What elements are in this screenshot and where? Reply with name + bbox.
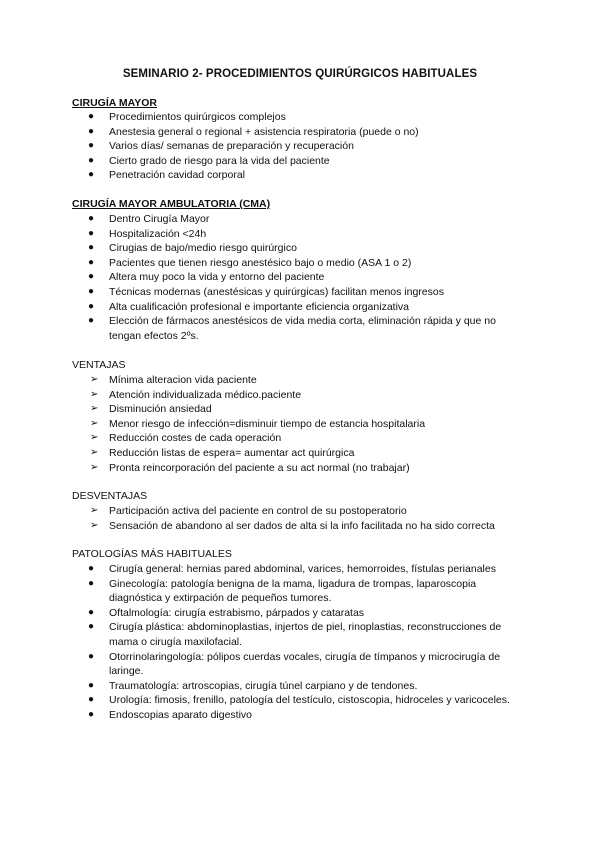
bullet-icon: ● [88,300,95,312]
bullet-icon: ● [88,708,95,720]
list-item: ● Cirugía plástica: abdominoplastias, injertos de piel, rinoplastias, reconstrucciones de mama o cirugía maxilofacial. [88,621,502,648]
list-item: ● Anestesia general o regional + asistencia respiratoria (puede o no) [88,125,419,138]
list-cma [0,212,600,343]
bullet-icon: ● [88,694,95,706]
bullet-icon: ● [88,242,95,254]
arrow-icon: ➢ [90,403,99,415]
bullet-icon: ● [88,271,95,283]
bullet-icon: ● [88,140,95,152]
list-item: ● Alta cualificación profesional e importante eficiencia organizativa [88,300,409,313]
list-item: ● Ginecología: patología benigna de la mama, ligadura de trompas, laparoscopia diagnóstica y extirpación de pequeños tumores. [88,577,477,605]
section-heading-patologias: PATOLOGÍAS MÁS HABITUALES [72,548,232,560]
list-item: ● Procedimientos quirúrgicos complejos [88,111,286,123]
bullet-icon: ● [88,563,95,574]
bullet-icon: ● [88,111,95,122]
arrow-icon: ➢ [90,446,99,458]
list-item: ● Urología: fimosis, frenillo, patología del testículo, cistoscopia, hidroceles y varicoceles. [88,694,510,707]
list-item: ● Otorrinolaringología: pólipos cuerdas vocales, cirugía de tímpanos y microcirugía de laringe. [88,650,501,678]
bullet-icon: ● [88,213,95,224]
list-item: ➢ Pronta reincorporación del paciente a su act normal (no trabajar) [90,461,410,474]
arrow-icon: ➢ [90,432,99,444]
bullet-icon: ● [88,169,95,181]
list-item: ● Cirugias de bajo/medio riesgo quirúrgico [88,242,297,255]
list-item: ➢ Reducción listas de espera= aumentar act quirúrgica [90,446,355,459]
list-item: ● Técnicas modernas (anestésicas y quirúrgicas) facilitan menos ingresos [88,285,444,298]
list-item: ➢ Reducción costes de cada operación [90,432,282,445]
list-cirugia-mayor [0,110,600,183]
list-ventajas [0,373,600,475]
list-item: ➢ Mínima alteracion vida paciente [90,374,257,386]
bullet-icon: ● [88,285,95,297]
list-item: ● Cirugía general: hernias pared abdominal, varices, hemorroides, fístulas perianales [88,563,496,575]
list-item: ➢ Menor riesgo de infección=disminuir tiempo de estancia hospitalaria [90,417,426,430]
bullet-icon: ● [88,154,95,166]
list-item: ➢ Atención individualizada médico.paciente [90,388,302,401]
arrow-icon: ➢ [90,461,99,473]
list-item: ● Altera muy poco la vida y entorno del paciente [88,271,325,284]
list-item: ➢ Sensación de abandono al ser dados de alta si la info facilitada no ha sido correcta [90,519,495,532]
arrow-icon: ➢ [90,388,99,400]
bullet-icon: ● [88,125,95,137]
bullet-icon: ● [88,227,95,239]
arrow-icon: ➢ [90,505,99,516]
arrow-icon: ➢ [90,417,99,429]
list-item: ● Pacientes que tienen riesgo anestésico bajo o medio (ASA 1 o 2) [88,256,412,269]
list-item: ● Endoscopias aparato digestivo [88,708,253,721]
list-item: ● Dentro Cirugía Mayor [88,213,210,225]
section-heading-ventajas: VENTAJAS [72,359,126,371]
list-item: ● Varios días/ semanas de preparación y recuperación [88,140,354,153]
bullet-icon: ● [88,256,95,268]
bullet-icon: ● [88,315,95,327]
list-item: ● Cierto grado de riesgo para la vida del paciente [88,154,330,167]
section-heading-cirugia-mayor: CIRUGÍA MAYOR [72,97,157,109]
section-heading-desventajas: DESVENTAJAS [72,490,148,502]
list-item: ● Penetración cavidad corporal [88,169,245,182]
list-patologias [0,562,600,723]
bullet-icon: ● [88,679,95,691]
section-heading-cma: CIRUGÍA MAYOR AMBULATORIA (CMA) [72,198,271,210]
list-item: ● Oftalmología: cirugía estrabismo, párpados y cataratas [88,606,365,619]
bullet-icon: ● [88,577,95,589]
bullet-icon: ● [88,606,95,618]
arrow-icon: ➢ [90,374,99,385]
bullet-icon: ● [88,621,95,633]
list-desventajas [0,504,600,533]
list-item: ● Traumatología: artroscopias, cirugía túnel carpiano y de tendones. [88,679,418,692]
page-title: SEMINARIO 2- PROCEDIMIENTOS QUIRÚRGICOS HABITUALES [122,68,478,80]
list-item: ➢ Participación activa del paciente en control de su postoperatorio [90,505,407,517]
bullet-icon: ● [88,650,95,662]
list-item: ➢ Disminución ansiedad [90,403,212,416]
list-item: ● Hospitalización <24h [88,227,207,240]
list-item: ● Elección de fármacos anestésicos de vida media corta, eliminación rápida y que no tengan efectos 2ºs. [88,315,496,342]
arrow-icon: ➢ [90,519,99,531]
